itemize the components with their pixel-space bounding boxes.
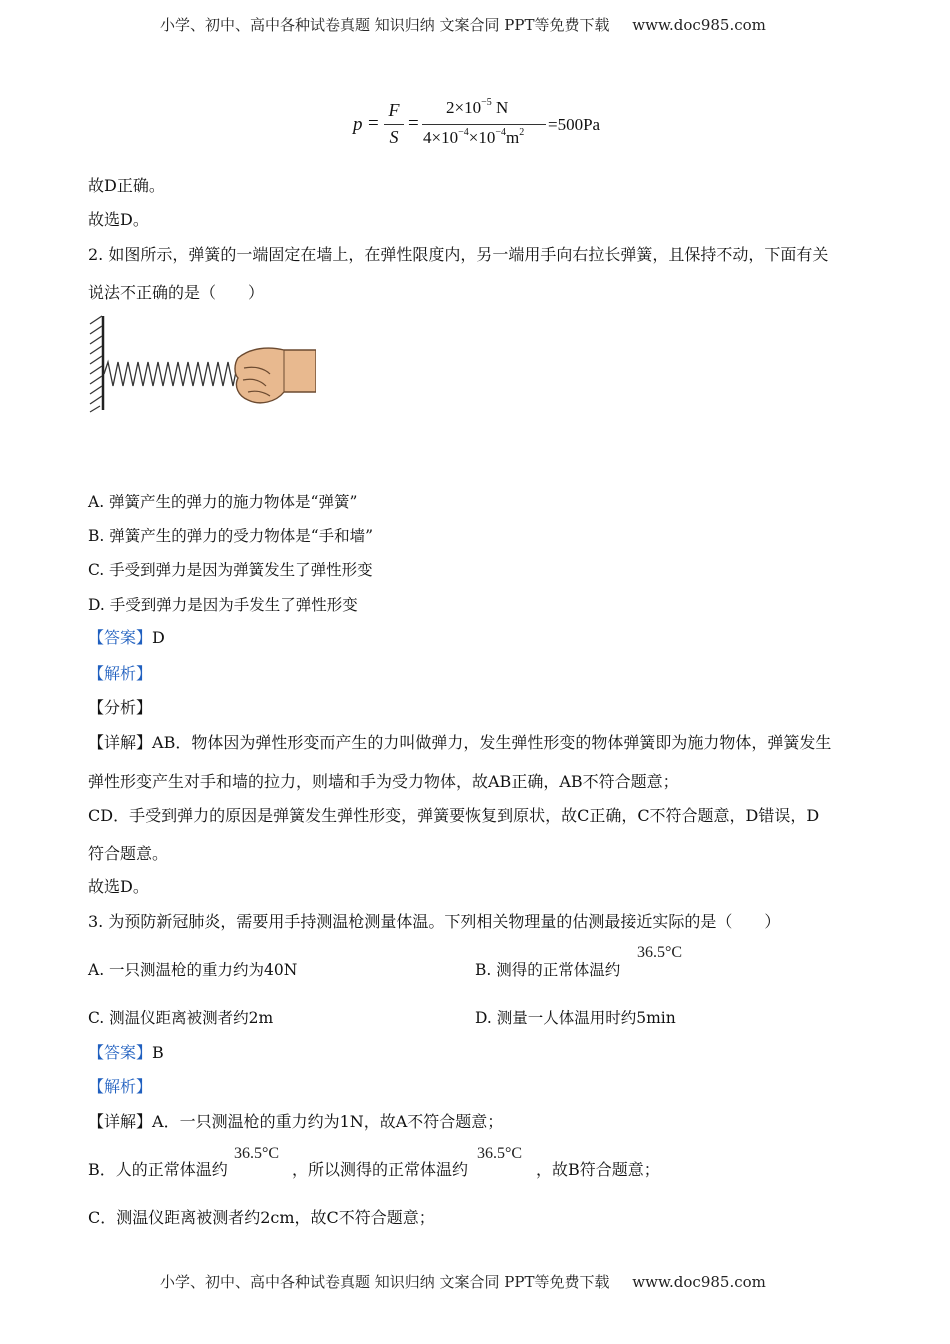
spring-hand-illustration [88, 310, 316, 414]
spring-figure [88, 310, 316, 414]
formula-eq1: = [368, 113, 379, 134]
q1-conclusion: 故选D。 [88, 210, 149, 229]
formula-lhs: p [353, 114, 363, 135]
footer-text: 小学、初中、高中各种试卷真题 知识归纳 文案合同 PPT等免费下载 [160, 1273, 610, 1291]
q2-option-d: D. 手受到弹力是因为手发生了弹性形变 [88, 596, 358, 614]
q2-fenxi-tag: 【分析】 [88, 698, 153, 717]
q2-stem-line2: 说法不正确的是（ ） [88, 283, 265, 302]
q2-answer [88, 628, 165, 648]
q3-option-b: B. 测得的正常体温约 [475, 961, 621, 979]
q3-detail-b-value1: 36.5°C [234, 1145, 280, 1162]
q3-detail-b-part3: ，故B符合题意； [536, 1160, 660, 1179]
q2-detail-line4: 符合题意。 [88, 844, 169, 863]
q3-option-a: A. 一只测温枪的重力约为40N [88, 961, 298, 979]
q3-detail-b-part1: B．人的正常体温约 [88, 1160, 228, 1179]
q2-analysis-tag: 【解析】 [88, 664, 153, 683]
q3-detail-tag: 【详解】 [88, 1112, 153, 1131]
formula-f-num: F [388, 100, 400, 120]
q3-answer-value: B [152, 1043, 164, 1062]
q3-stem: 3. 为预防新冠肺炎，需要用手持测温枪测量体温。下列相关物理量的估测最接近实际的是（ ） [88, 912, 781, 931]
formula-numerator: $2\times 10^{-5}$ N [446, 97, 509, 117]
footer-site: www.doc985.com [632, 1273, 766, 1291]
q3-answer [88, 1043, 164, 1063]
q3-detail-b-value2: 36.5°C [477, 1145, 523, 1162]
pressure-formula [0, 0, 950, 160]
formula-fraction-bar-1 [384, 124, 404, 125]
q2-conclusion: 故选D。 [88, 877, 149, 896]
q3-option-d: D. 测量一人体温用时约5min [475, 1009, 676, 1027]
q2-detail-tag: 【详解】 [88, 733, 153, 752]
q3-detail-c: C．测温仪距离被测者约2cm，故C不符合题意； [88, 1208, 435, 1227]
q3-detail-a: 【详解】A．一只测温枪的重力约为1N，故A不符合题意； [88, 1112, 504, 1131]
formula-result: =500Pa [548, 115, 601, 134]
q2-option-b: B. 弹簧产生的弹力的受力物体是“手和墙” [88, 527, 374, 545]
q2-option-c: C. 手受到弹力是因为弹簧发生了弹性形变 [88, 561, 373, 579]
page-footer [160, 1271, 766, 1292]
q1-line-correct: 故D正确。 [88, 176, 165, 195]
q3-option-c: C. 测温仪距离被测者约2m [88, 1009, 274, 1027]
formula-fraction-bar-2 [422, 124, 546, 125]
q2-detail-line2: 弹性形变产生对手和墙的拉力，则墙和手为受力物体，故AB正确，AB不符合题意； [88, 772, 679, 791]
header-text: 小学、初中、高中各种试卷真题 知识归纳 文案合同 PPT等免费下载 [160, 16, 610, 34]
formula-s-den: S [389, 127, 399, 147]
q2-stem-line1: 2. 如图所示，弹簧的一端固定在墙上，在弹性限度内，另一端用手向右拉长弹簧，且保持不动，下面有关 [88, 245, 829, 264]
q3-answer-tag: 【答案】 [88, 1043, 153, 1062]
q2-answer-tag: 【答案】 [88, 628, 153, 647]
q2-detail-line1: 【详解】AB．物体因为弹性形变而产生的力叫做弹力，发生弹性形变的物体弹簧即为施力物体，弹簧发生 [88, 733, 832, 752]
q3-detail-b-part2: ，所以测得的正常体温约 [292, 1160, 469, 1179]
q2-detail-line3: CD．手受到弹力的原因是弹簧发生弹性形变，弹簧要恢复到原状，故C正确，C不符合题意，D错误，D [88, 806, 820, 825]
q2-option-a: A. 弹簧产生的弹力的施力物体是“弹簧” [88, 493, 358, 511]
formula-denominator: $4\times 10^{-4}\times 10^{-4}m^2$ [423, 127, 525, 147]
header-site: www.doc985.com [632, 16, 766, 34]
q3-option-b-value: 36.5°C [637, 944, 683, 961]
q2-answer-value: D [152, 628, 165, 647]
formula-eq2: = [408, 113, 419, 134]
q3-analysis-tag: 【解析】 [88, 1077, 153, 1096]
